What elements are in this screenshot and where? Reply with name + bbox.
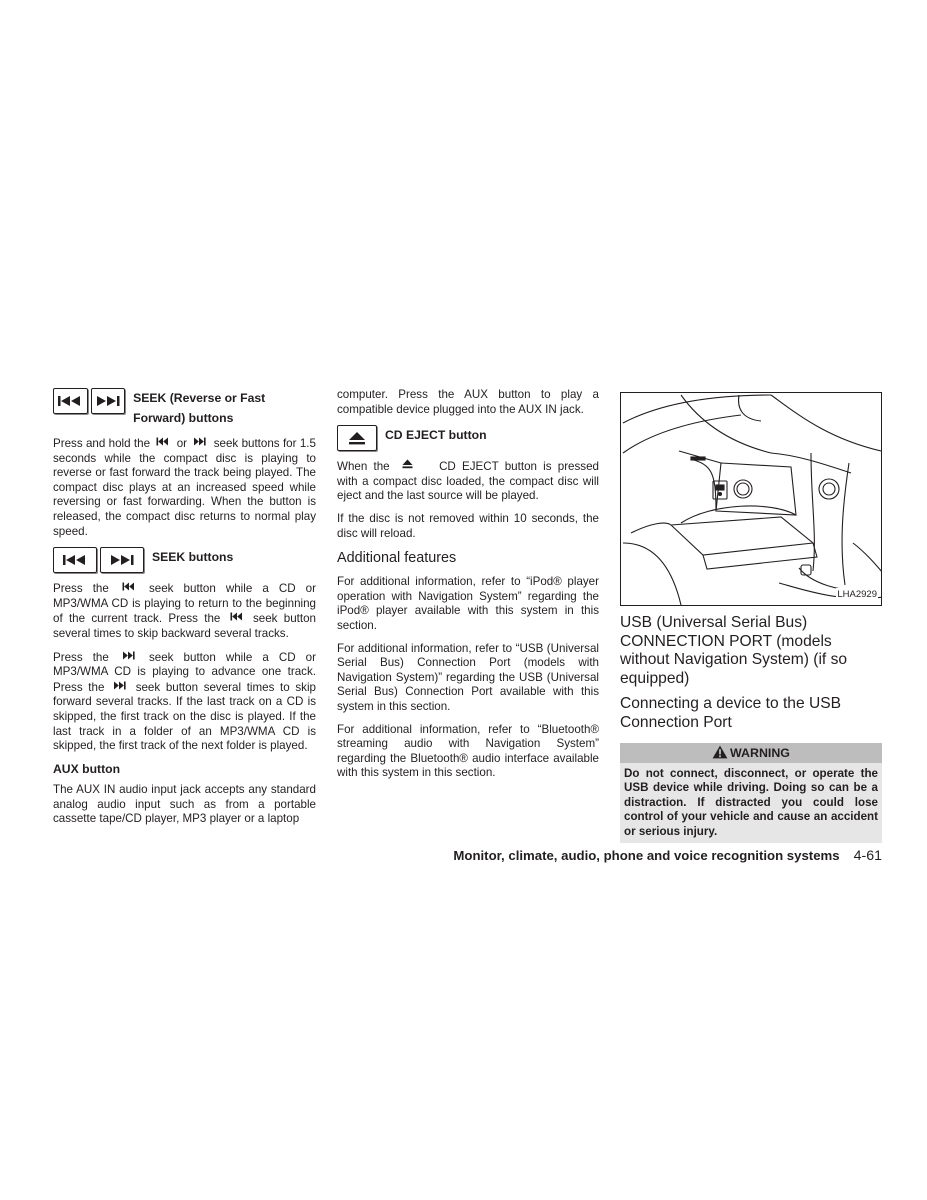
text-span: Press and hold the (53, 437, 151, 450)
aux-continued-paragraph: computer. Press the AUX button to play a compatible device plugged into the AUX IN jack. (337, 388, 599, 416)
seek-heading: SEEK buttons (152, 550, 234, 565)
seek-forward-button-illustration (100, 547, 144, 573)
page-footer (430, 848, 882, 864)
aux-paragraph: The AUX IN audio input jack accepts any standard analog audio input such as from a portable cassette tape/CD player, MP3 player or a laptop (53, 783, 316, 826)
seek-header (53, 547, 316, 573)
eject-button-illustration (337, 425, 377, 451)
seek-reverse-icon (156, 436, 170, 451)
section-title: Monitor, climate, audio, phone and voice recognition systems (453, 848, 840, 863)
aux-heading: AUX button (53, 761, 121, 776)
warning-box (620, 743, 882, 843)
eject-icon (402, 459, 413, 474)
eject-header (337, 425, 599, 451)
text-span: Press the (53, 650, 109, 664)
console-line-drawing (621, 393, 882, 606)
eject-paragraph-1 (337, 459, 599, 504)
seek-forward-icon (108, 554, 136, 566)
page-number: 4-61 (853, 848, 882, 864)
text-span: When the (337, 460, 390, 474)
connect-device-heading: Connecting a device to the USB Connection Port (620, 695, 842, 731)
left-column (53, 388, 316, 835)
warning-text: Do not connect, disconnect, or operate the USB device while driving. Doing so can be a distraction. If distracted you could lose control of your vehicle and cause an accident or serious injury. (620, 763, 882, 843)
middle-column (337, 388, 599, 789)
seek-forward-icon (193, 436, 207, 451)
eject-icon (348, 431, 366, 445)
text-span: Press the (53, 582, 109, 596)
right-column (620, 392, 882, 843)
text-span: seek button while a CD or MP3/WMA CD is playing to advance one track. Press the (53, 650, 316, 694)
usb-port-heading: USB (Universal Serial Bus) CONNECTION PORT (models without Navigation System) (if so equipped) (620, 614, 848, 687)
text-span: seek buttons for 1.5 seconds while the compact disc is playing to reverse or fast forward the track being played. The compact disc plays at an increased speed while reversing or fast forwarding. When the button is released, the compact disc returns to normal play speed. (53, 437, 316, 538)
text-span: seek button several times to skip backward several tracks. (53, 612, 316, 640)
warning-header (620, 743, 882, 763)
seek-forward-button-illustration (91, 388, 126, 414)
seek-reverse-icon (61, 554, 89, 566)
seek-reverse-icon (56, 395, 84, 407)
seek-rev-fwd-header (53, 388, 316, 428)
seek-rev-fwd-heading: SEEK (Reverse or Fast Forward) buttons (133, 391, 266, 425)
seek-paragraph-2 (53, 650, 316, 754)
seek-rev-fwd-paragraph (53, 436, 316, 539)
figure-label: LHA2929 (836, 588, 878, 603)
seek-reverse-icon (230, 611, 244, 626)
seek-forward-icon (94, 395, 122, 407)
additional-paragraph-2: For additional information, refer to “USB (Universal Serial Bus) Connection Port (models with Navigation System)” regarding the USB (Universal Serial Bus) Connection Port available with this system in this section. (337, 641, 599, 713)
seek-forward-icon (113, 680, 127, 695)
warning-title: WARNING (730, 745, 790, 760)
usb-port-illustration (620, 392, 882, 606)
additional-features-heading: Additional features (337, 550, 457, 567)
seek-reverse-button-illustration (53, 388, 88, 414)
eject-heading: CD EJECT button (385, 428, 487, 443)
seek-paragraph-1 (53, 581, 316, 641)
additional-paragraph-1: For additional information, refer to “iPod® player operation with Navigation System” regarding the iPod® player available with this system in this section. (337, 575, 599, 632)
text-span: seek button while a CD or MP3/WMA CD is playing to return to the beginning of the current track. Press the (53, 582, 316, 626)
seek-reverse-icon (122, 581, 136, 596)
text-span: or (176, 437, 188, 450)
seek-forward-icon (122, 650, 136, 665)
text-span: seek button several times to skip forward several tracks. If the last track on a CD is skipped, the first track on the disc is played. If the last track in a folder of an MP3/WMA CD is skipped, the first track of the next folder is played. (53, 680, 316, 753)
eject-paragraph-2: If the disc is not removed within 10 seconds, the disc will reload. (337, 511, 599, 540)
additional-paragraph-3: For additional information, refer to “Bluetooth® streaming audio with Navigation System” regarding the Bluetooth® audio interface available with this system in this section. (337, 722, 599, 780)
seek-reverse-button-illustration (53, 547, 97, 573)
warning-triangle-icon (712, 745, 728, 759)
text-span: CD EJECT button is pressed with a compact disc loaded, the compact disc will eject and the last source will be played. (337, 460, 599, 503)
